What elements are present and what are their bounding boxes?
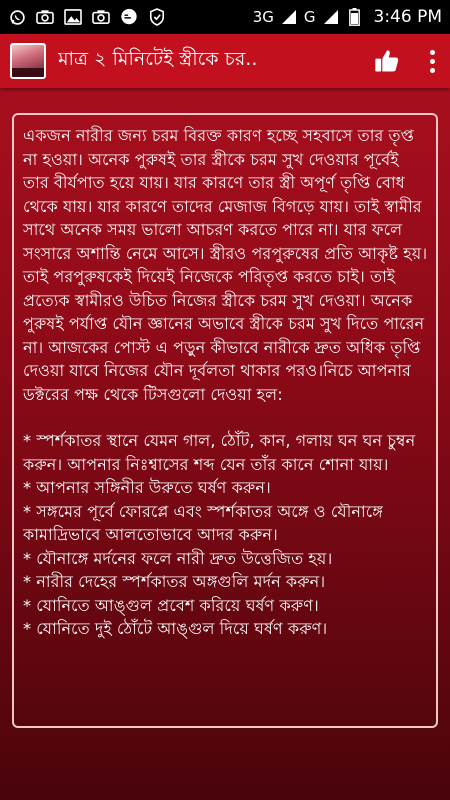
tip-item: * যোনিতে দুই ঠোঁটে আঙ্গুল দিয়ে ঘর্ষণ করুণ। (23, 619, 328, 638)
app-logo-strip (12, 68, 44, 77)
app-logo (10, 43, 46, 79)
signal-icon (322, 8, 340, 26)
article-card (12, 113, 438, 728)
page-title: মাত্র ২ মিনিটেই স্ত্রীকে চর.. (58, 48, 258, 70)
tip-item: * আপনার সঙ্গিনীর উরুতে ঘর্ষণ করুন। (23, 478, 271, 497)
messenger-icon (120, 8, 138, 26)
camera-icon (36, 8, 54, 26)
battery-icon (346, 8, 364, 26)
network-type-secondary: G (303, 8, 316, 26)
tip-item: * সঙ্গমের পূর্বে ফোরপ্লে এবং স্পর্শকাতর অঙ্গে ও যৌনাঙ্গে কামাদ্রিভাবে আলতোভাবে আদর করুন। (23, 501, 383, 544)
menu-dot (430, 50, 435, 55)
whatsapp-icon (8, 8, 26, 26)
tip-item: * স্পর্শকাতর স্থানে যেমন গাল, ঠোঁট, কান, গলায় ঘন ঘন চুম্বন করুন। আপনার নিঃশ্বাসের শব্দ যেন তাঁর কানে শোনা যায়। (23, 431, 416, 474)
overflow-menu-button[interactable] (424, 44, 440, 78)
network-type: 3G (252, 8, 274, 26)
status-bar (0, 0, 450, 34)
signal-icon (280, 8, 298, 26)
menu-dot (430, 68, 435, 73)
clock: 3:46 PM (373, 7, 442, 27)
thumbs-up-icon (373, 47, 401, 75)
shield-icon (148, 8, 166, 26)
tip-item: * নারীর দেহের স্পর্শকাতর অঙ্গগুলি মর্দন করুন। (23, 572, 326, 591)
app-bar (0, 34, 450, 88)
camera-icon (92, 8, 110, 26)
tip-item: * যৌনাঙ্গে মর্দনের ফলে নারী দ্রুত উত্তেজিত হয়। (23, 548, 333, 568)
menu-dot (430, 59, 435, 64)
system-status (253, 7, 442, 27)
tip-item: * যোনিতে আঙ্গুল প্রবেশ করিয়ে ঘর্ষণ করুণ। (23, 595, 319, 615)
like-button[interactable] (370, 44, 404, 78)
image-icon (64, 8, 82, 26)
article-intro: একজন নারীর জন্য চরম বিরক্ত কারণ হচ্ছে সহবাসে তার তৃপ্ত না হওয়া। অনেক পুরুষই তার স্ত্রীকে চরম সুখ দেওয়ার পূর্বেই তার বীর্যপাত হয়ে যায়। যার কারণে তার স্ত্রী অপূর্ণ তৃপ্তি বোধ থেকে যায়। যার কারণে তাদের মেজাজ বিগড়ে যায়। তাই স্বামীর সাথে অনেক সময় ভালো আচরণ করতে পারে না। যার ফলে সংসারে অশান্তি নেমে আসে। স্ত্রীরও পরপুরুষের প্রতি আকৃষ্ট হয়। তাই পরপুরুষকেই দিয়েই নিজেকে পরিতৃপ্ত করতে চাই। তাই প্রত্যেক স্বামীরও উচিত নিজের স্ত্রীকে চরম সুখ দেওয়া। অনেক পুরুষই পর্যাপ্ত যৌন জ্ঞানের অভাবে স্ত্রীকে চরম সুখ দিতে পারেন না। আজকের পোস্ট এ পড়ুন কীভাবে নারীকে দ্রুত অধিক তৃপ্তি দেওয়া যাবে নিজের যৌন দূর্বলতা থাকার পরও।নিচে আপনার ডক্টরের পক্ষ থেকে টিসগুলো দেওয়া হল: (23, 126, 428, 404)
notification-icons (8, 8, 253, 26)
